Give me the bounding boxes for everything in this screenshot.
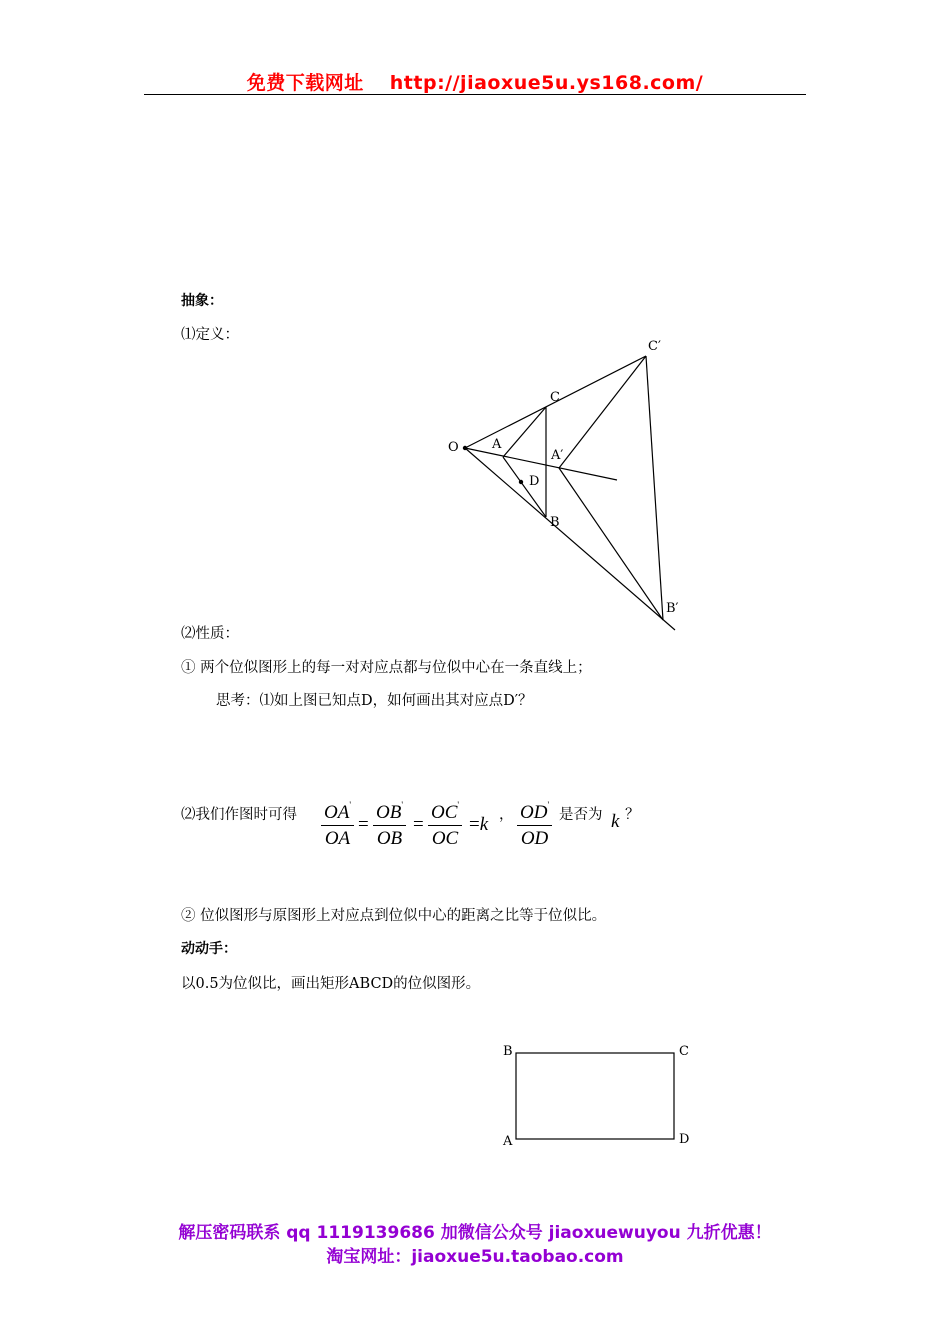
label-d: D	[529, 474, 540, 489]
fraction-ob-numerator: OB	[376, 802, 402, 823]
rect-label-c: C	[679, 1044, 689, 1059]
footer-contact: 解压密码联系 qq 1119139686 加微信公众号 jiaoxuewuyou 九折优惠！	[178, 1223, 772, 1243]
definition-label: ⑴定义：	[181, 327, 239, 343]
rect-label-b: B	[503, 1044, 513, 1059]
fraction-ob	[373, 800, 406, 850]
equals-k	[469, 814, 488, 836]
question-2-prefix: ⑵我们作图时可得	[181, 807, 297, 823]
rect-label-a: A	[503, 1134, 513, 1149]
prime-mark: '	[401, 800, 403, 810]
label-a-prime: A′	[551, 448, 564, 463]
equals-sign: =	[413, 814, 424, 835]
label-o: O	[448, 440, 459, 455]
fraction-oc	[428, 800, 462, 850]
hands-on-task: 以0.5为位似比，画出矩形ABCD的位似图形。	[181, 976, 481, 992]
rect-label-d: D	[679, 1132, 690, 1147]
think-question-1: 思考：⑴如上图已知点D，如何画出其对应点D′？	[216, 693, 533, 709]
header-title: 免费下载网址	[246, 72, 364, 94]
label-c-prime: C′	[648, 339, 661, 354]
fraction-od-denominator: OD	[520, 828, 549, 849]
question-mark: ？	[625, 807, 640, 823]
property-item-1: ① 两个位似图形上的每一对对应点都与位似中心在一条直线上；	[181, 660, 592, 676]
equals-sign: =	[469, 814, 480, 835]
equals-sign: =	[358, 814, 369, 835]
ray-oa	[465, 448, 617, 480]
k-symbol: k	[611, 811, 620, 832]
fraction-od	[517, 800, 552, 850]
properties-label: ⑵性质：	[181, 626, 239, 642]
fraction-oa-numerator: OA	[324, 802, 350, 823]
rectangle-figure	[0, 1000, 950, 1160]
segment-c-prime-b-prime	[646, 356, 663, 620]
rectangle-abcd	[516, 1053, 674, 1139]
segment-a-prime-c-prime	[559, 356, 646, 468]
variable-k	[611, 811, 619, 833]
label-b-prime: B′	[666, 601, 679, 616]
label-a: A	[492, 437, 502, 452]
segment-ac	[503, 407, 546, 457]
fraction-oa	[321, 800, 354, 850]
prime-mark: '	[349, 800, 351, 810]
label-b: B	[550, 515, 560, 530]
prime-mark: '	[457, 800, 460, 810]
fraction-oa-denominator: OA	[324, 828, 351, 849]
section-title-hands-on: 动动手：	[181, 941, 237, 957]
header-url-link[interactable]: http://jiaoxue5u.ys168.com/	[389, 72, 704, 94]
segment-a-prime-b-prime	[559, 468, 663, 620]
variable-k: k	[479, 814, 489, 835]
prime-mark: '	[547, 800, 550, 810]
fraction-oc-denominator: OC	[431, 828, 459, 849]
label-c: C	[550, 390, 560, 405]
question-2-suffix: 是否为	[559, 807, 603, 823]
point-o	[463, 446, 467, 450]
comma: ，	[499, 807, 514, 823]
point-d	[519, 480, 523, 484]
fraction-ob-denominator: OB	[376, 828, 403, 849]
section-title-abstract: 抽象：	[181, 293, 223, 309]
property-item-2: ② 位似图形与原图形上对应点到位似中心的距离之比等于位似比。	[181, 908, 607, 924]
ray-ob	[465, 448, 675, 630]
fraction-oc-numerator: OC	[431, 802, 458, 823]
footer-shop-link[interactable]: 淘宝网址：jiaoxue5u.taobao.com	[326, 1247, 624, 1267]
fraction-od-numerator: OD	[520, 802, 548, 823]
